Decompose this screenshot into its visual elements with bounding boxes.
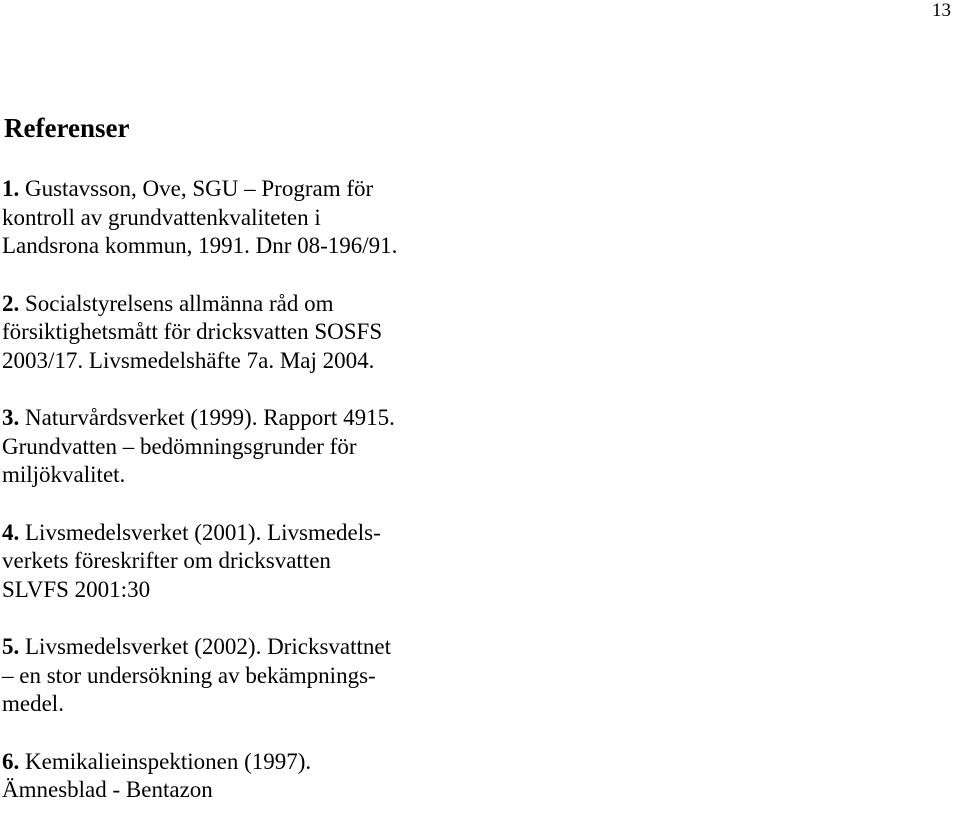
reference-item (2, 633, 442, 719)
reference-number: 3. (2, 405, 20, 430)
reference-item (2, 404, 442, 490)
reference-list (2, 175, 442, 805)
reference-number: 4. (2, 519, 20, 545)
reference-text-line: kontroll av grundvattenkvaliteten i (2, 204, 321, 230)
reference-text-line: Ämnesblad - Bentazon (2, 777, 213, 802)
reference-text-line: medel. (2, 691, 64, 716)
reference-text-line: – en stor undersökning av bekämpnings- (2, 662, 376, 688)
page-number: 13 (932, 0, 951, 21)
reference-text-line: verkets föreskrifter om dricksvatten (2, 548, 331, 573)
reference-item (2, 290, 442, 376)
reference-text-line: Naturvårdsverket (1999). Rapport 4915. (25, 405, 395, 430)
reference-item (2, 519, 442, 605)
reference-text-line: Livsmedelsverket (2002). Dricksvattnet (25, 634, 391, 659)
reference-number: 6. (2, 748, 20, 774)
reference-number: 1. (2, 176, 20, 201)
reference-text-line: Livsmedelsverket (2001). Livsmedels- (25, 519, 381, 545)
page-heading: Referenser (4, 113, 130, 143)
reference-text-line: 2003/17. Livsmedelshäfte 7a. Maj 2004. (2, 347, 375, 373)
reference-text-line: Gustavsson, Ove, SGU – Program för (25, 176, 374, 201)
reference-text-line: SLVFS 2001:30 (2, 576, 151, 602)
reference-text-line: försiktighetsmått för dricksvatten SOSFS (2, 319, 383, 344)
reference-text-line: miljökvalitet. (2, 462, 126, 487)
reference-text-line: Socialstyrelsens allmänna råd om (25, 290, 334, 316)
reference-item (2, 748, 442, 805)
reference-item (2, 175, 442, 261)
reference-text-line: Landsrona kommun, 1991. Dnr 08-196/91. (2, 233, 398, 258)
reference-text-line: Kemikalieinspektionen (1997). (25, 748, 312, 774)
reference-number: 2. (2, 290, 20, 316)
reference-text-line: Grundvatten – bedömningsgrunder för (2, 433, 357, 459)
reference-number: 5. (2, 634, 20, 659)
